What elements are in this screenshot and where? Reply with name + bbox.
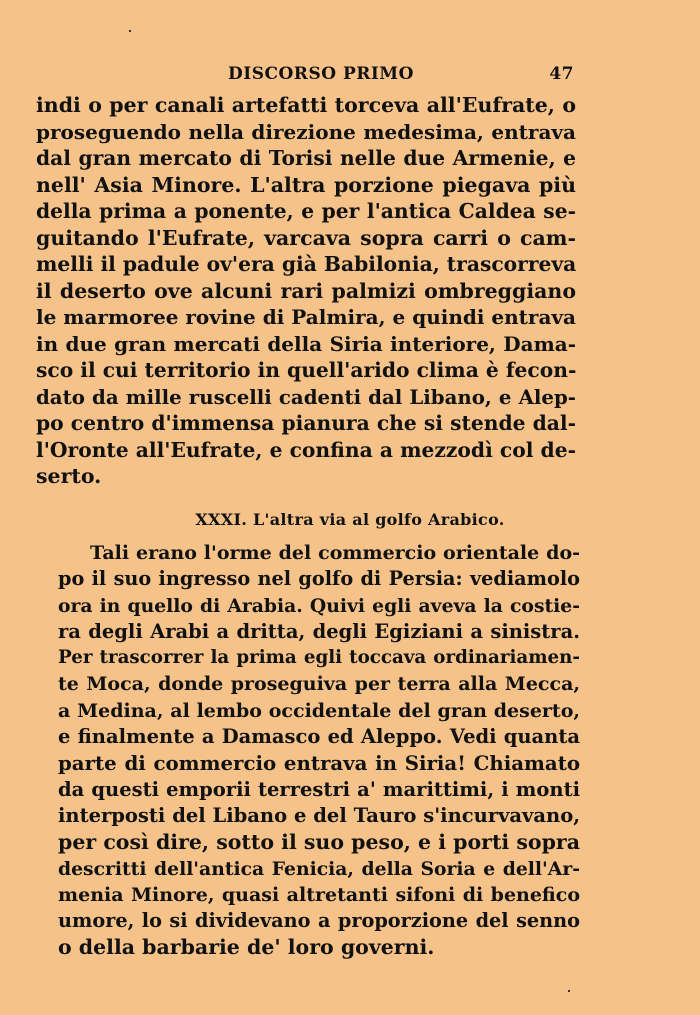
text-line: melli il padule ov'era già Babilonia, trascorreva bbox=[36, 252, 576, 276]
text-line: Per trascorrer la prima egli toccava ordinariamen- bbox=[58, 647, 580, 669]
text-line: po il suo ingresso nel golfo di Persia: vediamolo bbox=[58, 567, 580, 591]
text-line: proseguendo nella direzione medesima, entrava bbox=[36, 119, 576, 144]
text-line: te Moca, donde proseguiva per terra alla Mecca, bbox=[58, 673, 580, 696]
ink-speck bbox=[129, 30, 131, 32]
text-line: po centro d'immensa pianura che si stende dal- bbox=[36, 411, 576, 435]
ink-speck bbox=[568, 990, 570, 992]
text-line: umore, lo si dividevano a proporzione del senno bbox=[58, 909, 580, 933]
text-line: sco il cui territorio in quell'arido clima è fecon- bbox=[36, 358, 576, 382]
text-line: a Medina, al lembo occidentale del gran deserto, bbox=[58, 699, 580, 722]
text-line: per così dire, sotto il suo peso, e i porti sopra bbox=[58, 830, 580, 855]
page-number: 47 bbox=[549, 64, 574, 84]
section-heading: XXXI. L'altra via al golfo Arabico. bbox=[195, 510, 505, 529]
text-line: l'Oronte all'Eufrate, e confina a mezzodì col de- bbox=[36, 437, 576, 462]
text-line: ra degli Arabi a dritta, degli Egiziani a sinistra. bbox=[58, 619, 580, 643]
text-line: parte di commercio entrava in Siria! Chiamato bbox=[58, 751, 580, 776]
text-line: o della barbarie de' loro governi. bbox=[58, 935, 435, 960]
text-line: menia Minore, quasi altretanti sifoni di benefico bbox=[58, 883, 580, 906]
text-line: indi o per canali artefatti torceva all'Eufrate, o bbox=[36, 93, 576, 117]
paragraph-section-xxxi bbox=[58, 540, 580, 961]
paragraph-continued bbox=[36, 92, 576, 490]
running-title: DISCORSO PRIMO bbox=[228, 64, 414, 84]
text-line: nell' Asia Minore. L'altra porzione piegava più bbox=[36, 172, 576, 197]
text-line: della prima a ponente, e per l'antica Caldea se- bbox=[36, 199, 576, 223]
text-line: dal gran mercato di Torisi nelle due Armenie, e bbox=[36, 146, 576, 170]
running-header bbox=[228, 64, 574, 90]
text-line: il deserto ove alcuni rari palmizi ombreggiano bbox=[36, 278, 576, 303]
text-line: ora in quello di Arabia. Quivi egli aveva la costie- bbox=[58, 594, 580, 617]
text-line: da questi emporii terrestri a' marittimi, i monti bbox=[58, 777, 580, 801]
text-line: in due gran mercati della Siria interiore, Dama- bbox=[36, 331, 576, 356]
text-line: e finalmente a Damasco ed Aleppo. Vedi quanta bbox=[58, 725, 580, 749]
text-line: serto. bbox=[36, 464, 102, 488]
text-line: descritti dell'antica Fenicia, della Soria e dell'Ar- bbox=[58, 857, 580, 880]
text-line: guitando l'Eufrate, varcava sopra carri o cam- bbox=[36, 225, 576, 250]
text-line: interposti del Libano e del Tauro s'incurvavano, bbox=[58, 803, 580, 827]
text-line: le marmoree rovine di Palmira, e quindi entrava bbox=[36, 305, 576, 329]
text-line: Tali erano l'orme del commercio orientale do- bbox=[90, 542, 580, 564]
text-line: dato da mille ruscelli cadenti dal Libano, e Alep- bbox=[36, 384, 576, 409]
